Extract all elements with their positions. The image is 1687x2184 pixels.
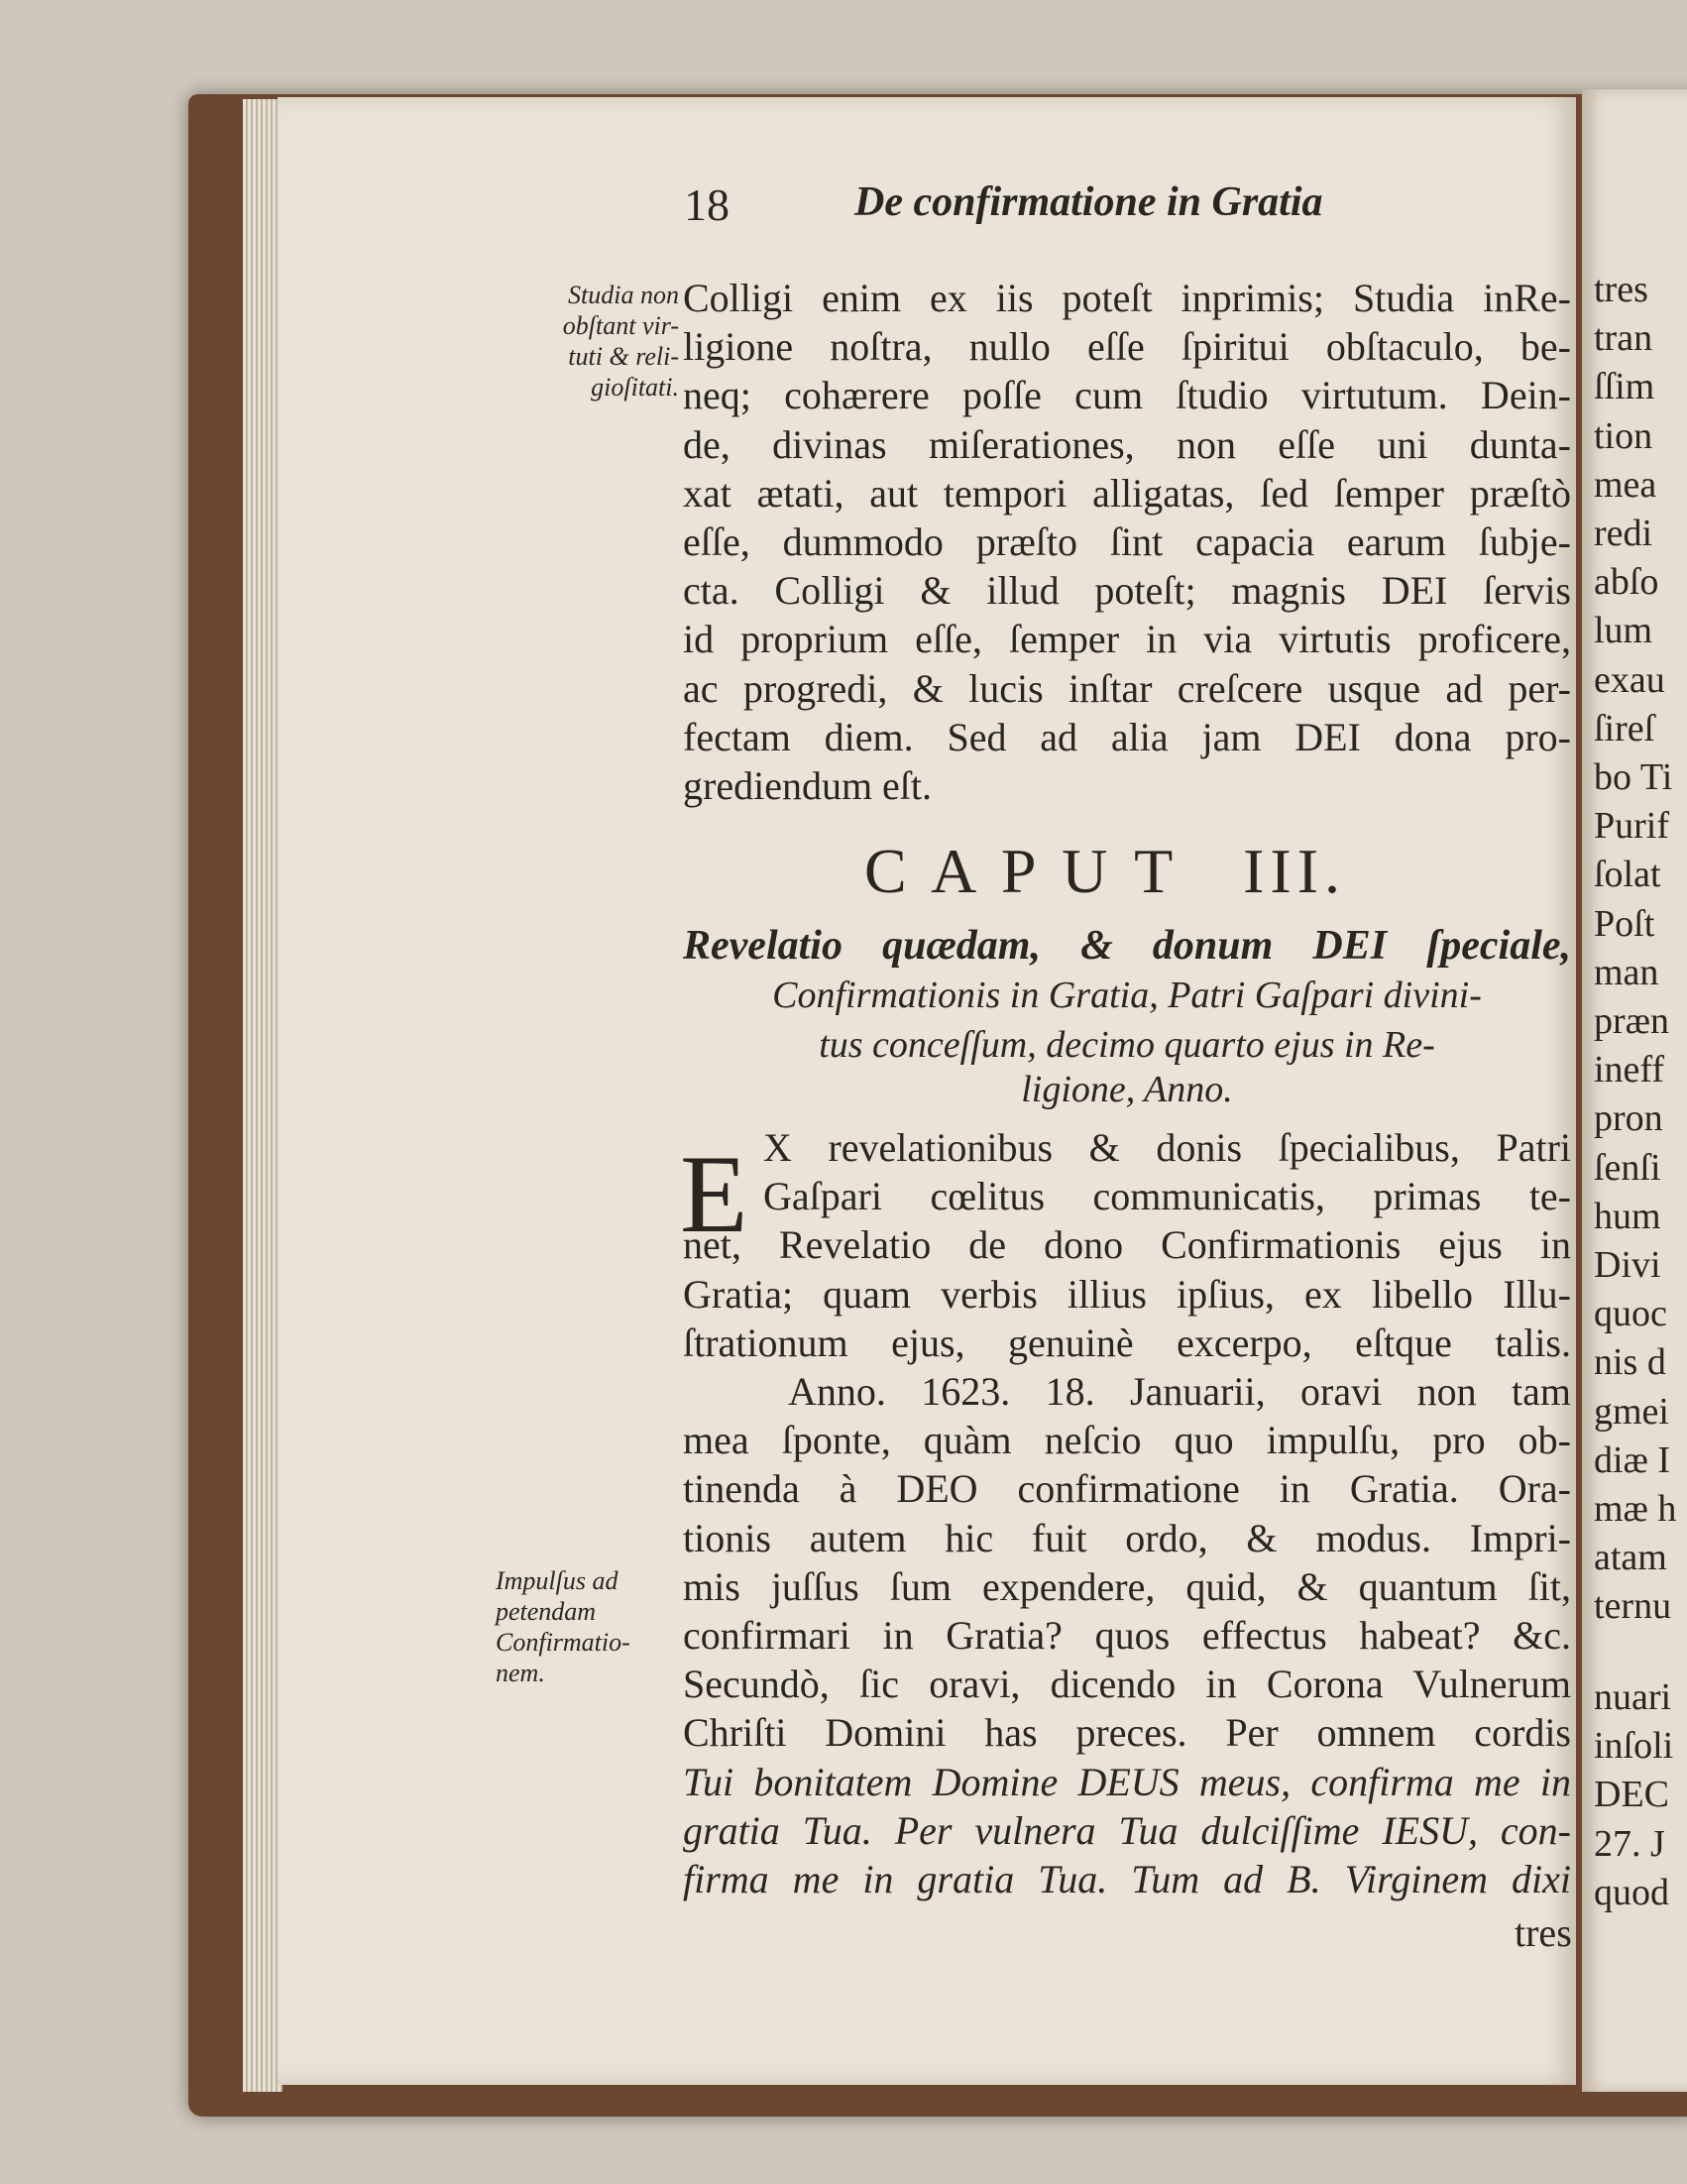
facing-fragment: tion: [1594, 414, 1653, 457]
facing-fragment: Poſt: [1594, 902, 1655, 945]
text-line: eſſe, dummodo præſto ſint capacia earum ſubje-: [683, 519, 1571, 564]
facing-fragment: inſoli: [1594, 1725, 1674, 1768]
text-line: de, divinas miſerationes, non eſſe uni dunta-: [683, 421, 1571, 467]
facing-fragment: DEC: [1594, 1774, 1669, 1816]
summary-line: Confirmationis in Gratia, Patri Gaſpari divini-: [772, 975, 1482, 1016]
running-title: De confirmatione in Gratia: [854, 179, 1323, 225]
margin-note-line: gioſitati.: [591, 373, 679, 402]
margin-note-line: petendam: [496, 1597, 597, 1626]
facing-fragment: ſireſ: [1594, 707, 1655, 749]
facing-fragment: ſenſi: [1594, 1146, 1661, 1189]
text-line: firma me in gratia Tua. Tum ad B. Virginem dixi: [683, 1857, 1571, 1901]
margin-note-line: Impulſus ad: [496, 1566, 619, 1595]
text-line: gratia Tua. Per vulnera Tua dulciſſime IESU, con-: [683, 1807, 1571, 1853]
page-edges: [243, 99, 282, 2092]
facing-fragment: redi: [1594, 513, 1653, 554]
text-line: ac progredi, & lucis inſtar creſcere usque ad per-: [683, 665, 1571, 711]
facing-fragment: mea: [1594, 463, 1657, 506]
margin-note-line: Studia non: [568, 281, 679, 309]
facing-fragment: abſo: [1594, 561, 1659, 604]
text-line: Colligi enim ex iis poteſt inprimis; Studia inRe-: [683, 276, 1571, 320]
facing-fragment: exau: [1594, 658, 1665, 701]
margin-note-line: obſtant vir-: [562, 311, 679, 340]
drop-cap: E: [680, 1133, 748, 1256]
facing-fragment: gmei: [1594, 1390, 1669, 1433]
facing-fragment: quod: [1594, 1871, 1669, 1913]
summary-line: tus conceſſum, decimo quarto ejus in Re-: [819, 1024, 1435, 1066]
facing-fragment: ineff: [1594, 1049, 1665, 1092]
facing-fragment: lum: [1594, 610, 1653, 652]
text-line: tinenda à DEO confirmatione in Gratia. Ora-: [683, 1466, 1571, 1512]
text-line: Gaſpari cœlitus communicatis, primas te-: [763, 1174, 1571, 1219]
text-line: Gratia; quam verbis illius ipſius, ex libello Illu-: [683, 1271, 1571, 1317]
facing-fragment: 27. J: [1594, 1822, 1665, 1865]
facing-fragment: diæ I: [1594, 1438, 1671, 1481]
text-line: X revelationibus & donis ſpecialibus, Patri: [763, 1125, 1571, 1170]
facing-fragment: tres: [1594, 269, 1648, 310]
facing-fragment: Divi: [1594, 1244, 1661, 1286]
text-line: mis juſſus ſum expendere, quid, & quantum ſit,: [683, 1563, 1571, 1609]
text-line: Anno. 1623. 18. Januarii, oravi non tam: [788, 1369, 1571, 1414]
margin-note-line: Confirmatio-: [496, 1628, 630, 1657]
facing-fragment: hum: [1594, 1195, 1661, 1237]
margin-note-line: nem.: [496, 1659, 545, 1687]
summary-line: ligione, Anno.: [1021, 1069, 1233, 1110]
facing-fragment: Purif: [1594, 805, 1669, 848]
text-line: fectam diem. Sed ad alia jam DEI dona pro-: [683, 714, 1571, 759]
text-line: ſtrationum ejus, genuinè excerpo, eſtque talis.: [683, 1320, 1571, 1365]
text-line: Secundò, ſic oravi, dicendo in Corona Vulnerum: [683, 1662, 1571, 1707]
text-line: ligione noſtra, nullo eſſe ſpiritui obſtaculo, be-: [683, 324, 1571, 370]
catchword: tres: [1515, 1910, 1572, 1955]
text-line: Chriſti Domini has preces. Per omnem cordis: [683, 1710, 1571, 1756]
facing-fragment: nuari: [1594, 1676, 1672, 1718]
facing-fragment: ſſim: [1594, 366, 1655, 408]
facing-fragment: ſolat: [1594, 854, 1661, 896]
facing-fragment: bo Ti: [1594, 756, 1673, 798]
text-line: neq; cohærere poſſe cum ſtudio virtutum. Dein-: [683, 373, 1571, 418]
facing-fragment: nis d: [1594, 1341, 1666, 1384]
facing-fragment: mæ h: [1594, 1488, 1677, 1530]
text-line: cta. Colligi & illud poteſt; magnis DEI ſervis: [683, 568, 1571, 614]
text-line: confirmari in Gratia? quos effectus habeat? &c.: [683, 1613, 1571, 1658]
margin-note-line: tuti & reli-: [568, 342, 679, 371]
text-line: mea ſponte, quàm neſcio quo impulſu, pro ob-: [683, 1418, 1571, 1463]
text-line: Tui bonitatem Domine DEUS meus, confirma me in: [683, 1759, 1571, 1804]
facing-fragment: atam: [1594, 1537, 1667, 1579]
text-line: id proprium eſſe, ſemper in via virtutis proficere,: [683, 617, 1571, 662]
facing-fragment: man: [1594, 951, 1659, 993]
facing-fragment: pron: [1594, 1097, 1663, 1140]
page-number: 18: [684, 179, 730, 230]
text-line: grediendum eſt.: [683, 763, 933, 808]
text-line: tionis autem hic fuit ordo, & modus. Impri-: [683, 1515, 1571, 1560]
chapter-title: C A P U T III.: [864, 836, 1346, 906]
text-line: xat ætati, aut tempori alligatas, ſed ſemper præſtò: [683, 470, 1571, 516]
facing-fragment: quoc: [1594, 1293, 1667, 1335]
summary-line: Revelatio quædam, & donum DEI ſpeciale,: [683, 923, 1571, 969]
facing-fragment: tran: [1594, 317, 1653, 360]
facing-fragment: ternu: [1594, 1585, 1672, 1628]
facing-fragment: præn: [1594, 1000, 1669, 1042]
text-line: net, Revelatio de dono Confirmationis ejus in: [683, 1222, 1571, 1268]
